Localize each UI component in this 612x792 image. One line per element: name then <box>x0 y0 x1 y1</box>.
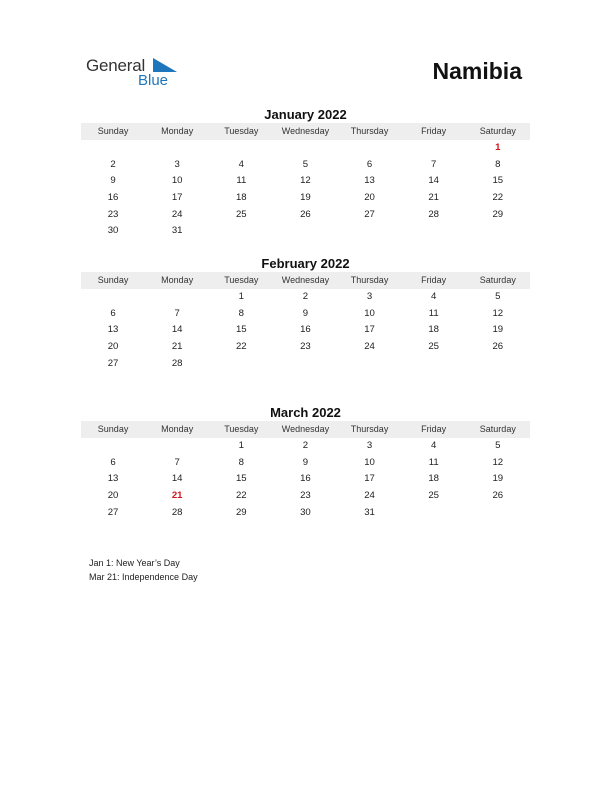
day-cell: 1 <box>238 291 244 302</box>
weekday-label: Sunday <box>97 126 129 136</box>
day-cell: 23 <box>300 341 311 353</box>
empty-day-cell <box>273 223 337 240</box>
day-cell: 29 <box>235 506 247 518</box>
empty-day-cell <box>145 438 209 455</box>
day-cell: 5 <box>495 291 501 302</box>
day-cell: 3 <box>174 158 180 170</box>
day-cell: 20 <box>107 341 119 353</box>
day-cell: 16 <box>300 473 311 485</box>
day-cell: 14 <box>171 473 183 485</box>
day-cell: 2 <box>302 291 309 302</box>
weekday-label: Wednesday <box>281 275 330 285</box>
day-cell: 27 <box>107 357 119 369</box>
day-cell: 6 <box>110 307 116 319</box>
weekday-label: Tuesday <box>224 424 259 434</box>
day-cell: 30 <box>107 225 119 237</box>
day-cell: 12 <box>300 175 311 187</box>
week-row <box>81 438 530 455</box>
month-title: February 2022 <box>261 256 350 271</box>
day-cell: 28 <box>171 506 183 518</box>
day-cell: 15 <box>492 175 504 187</box>
empty-day-cell <box>145 140 209 157</box>
weekday-label: Tuesday <box>224 126 259 136</box>
empty-day-cell <box>338 356 402 373</box>
day-cell: 28 <box>171 357 183 369</box>
weekday-label: Friday <box>421 126 447 136</box>
day-cell: 2 <box>110 158 116 170</box>
day-cell: 8 <box>238 307 244 319</box>
week-row <box>81 471 530 488</box>
day-cell: 6 <box>110 456 116 468</box>
week-row <box>81 140 530 157</box>
logo-text-blue: Blue <box>138 72 169 89</box>
week-row <box>81 488 530 505</box>
day-cell: 7 <box>174 456 180 468</box>
day-cell: 17 <box>364 324 375 336</box>
day-cell: 25 <box>428 490 440 502</box>
empty-day-cell <box>81 438 145 455</box>
day-cell: 15 <box>235 473 247 485</box>
day-cell: 25 <box>428 341 440 353</box>
day-cell: 18 <box>235 192 247 204</box>
day-cell: 26 <box>300 208 311 220</box>
holiday-day-cell: 1 <box>495 142 501 153</box>
day-cell: 23 <box>300 490 311 502</box>
day-cell: 30 <box>300 506 311 518</box>
week-row <box>81 306 530 323</box>
empty-day-cell <box>81 289 145 306</box>
day-cell: 9 <box>302 307 309 319</box>
day-cell: 31 <box>364 506 375 518</box>
day-cell: 24 <box>171 208 183 220</box>
weekday-label: Tuesday <box>224 275 259 285</box>
empty-day-cell <box>402 223 466 240</box>
weekday-label: Monday <box>161 126 194 136</box>
empty-day-cell <box>209 223 273 240</box>
day-cell: 15 <box>235 324 247 336</box>
weekday-label: Wednesday <box>281 424 330 434</box>
weekday-label: Monday <box>161 275 194 285</box>
country-title: Namibia <box>432 58 522 84</box>
day-cell: 8 <box>495 158 501 170</box>
day-cell: 7 <box>431 158 437 170</box>
day-cell: 19 <box>492 324 504 336</box>
day-cell: 10 <box>364 456 375 468</box>
day-cell: 5 <box>302 158 309 170</box>
day-cell: 18 <box>428 473 440 485</box>
day-cell: 13 <box>107 324 119 336</box>
day-cell: 21 <box>171 341 183 353</box>
month-calendar-march <box>81 404 530 521</box>
day-cell: 12 <box>492 456 504 468</box>
day-cell: 13 <box>364 175 375 187</box>
day-cell: 10 <box>364 307 375 319</box>
empty-day-cell <box>145 289 209 306</box>
empty-day-cell <box>81 140 145 157</box>
day-cell: 14 <box>428 175 440 187</box>
day-cell: 19 <box>492 473 504 485</box>
empty-day-cell <box>338 223 402 240</box>
empty-day-cell <box>402 140 466 157</box>
weekday-label: Wednesday <box>281 126 330 136</box>
day-cell: 16 <box>107 192 119 204</box>
week-row <box>81 190 530 207</box>
day-cell: 4 <box>431 291 437 302</box>
day-cell: 19 <box>300 192 311 204</box>
day-cell: 21 <box>428 192 440 204</box>
holiday-day-cell: 21 <box>171 490 183 502</box>
day-cell: 2 <box>302 440 309 451</box>
month-title: January 2022 <box>264 107 347 122</box>
weekday-header-row <box>81 272 530 289</box>
weekday-label: Saturday <box>479 424 516 434</box>
week-row <box>81 157 530 174</box>
weekday-label: Saturday <box>479 275 516 285</box>
week-row <box>81 339 530 356</box>
weekday-label: Friday <box>421 424 447 434</box>
month-calendar-january <box>81 106 530 240</box>
holiday-note: Mar 21: Independence Day <box>89 572 198 582</box>
day-cell: 4 <box>238 158 244 170</box>
day-cell: 13 <box>107 473 119 485</box>
weekday-label: Sunday <box>97 424 129 434</box>
day-cell: 18 <box>428 324 440 336</box>
day-cell: 28 <box>428 208 440 220</box>
day-cell: 4 <box>431 440 437 451</box>
week-row <box>81 207 530 224</box>
day-cell: 26 <box>492 490 504 502</box>
weekday-header-row <box>81 123 530 140</box>
day-cell: 29 <box>492 208 504 220</box>
day-cell: 11 <box>236 175 247 187</box>
weekday-header-row <box>81 421 530 438</box>
empty-day-cell <box>209 140 273 157</box>
day-cell: 27 <box>364 208 375 220</box>
day-cell: 16 <box>300 324 311 336</box>
weekday-label: Saturday <box>479 126 516 136</box>
day-cell: 25 <box>235 208 247 220</box>
week-row <box>81 173 530 190</box>
month-calendar-february <box>81 255 530 372</box>
empty-day-cell <box>273 356 337 373</box>
day-cell: 17 <box>171 192 183 204</box>
week-row <box>81 223 530 240</box>
day-cell: 27 <box>107 506 119 518</box>
empty-day-cell <box>466 223 530 240</box>
day-cell: 3 <box>366 291 373 302</box>
weekday-label: Thursday <box>350 275 389 285</box>
day-cell: 9 <box>110 175 116 187</box>
month-title: March 2022 <box>270 405 341 420</box>
day-cell: 20 <box>107 490 119 502</box>
day-cell: 5 <box>495 440 501 451</box>
day-cell: 12 <box>492 307 504 319</box>
holiday-note: Jan 1: New Year’s Day <box>89 558 180 568</box>
day-cell: 9 <box>302 456 309 468</box>
weekday-label: Thursday <box>350 126 389 136</box>
day-cell: 10 <box>171 175 183 187</box>
day-cell: 1 <box>238 440 244 451</box>
day-cell: 24 <box>364 341 375 353</box>
holiday-notes <box>89 556 198 584</box>
week-row <box>81 289 530 306</box>
empty-day-cell <box>402 505 466 522</box>
day-cell: 31 <box>171 225 183 237</box>
empty-day-cell <box>466 505 530 522</box>
day-cell: 26 <box>492 341 504 353</box>
week-row <box>81 322 530 339</box>
day-cell: 23 <box>107 208 119 220</box>
weekday-label: Thursday <box>350 424 389 434</box>
brand-logo <box>86 56 186 92</box>
empty-day-cell <box>338 140 402 157</box>
day-cell: 6 <box>366 158 373 170</box>
day-cell: 8 <box>238 456 244 468</box>
empty-day-cell <box>209 356 273 373</box>
week-row <box>81 455 530 472</box>
weekday-label: Friday <box>421 275 447 285</box>
weekday-label: Monday <box>161 424 194 434</box>
empty-day-cell <box>273 140 337 157</box>
day-cell: 22 <box>492 192 504 204</box>
day-cell: 22 <box>235 490 247 502</box>
day-cell: 22 <box>235 341 247 353</box>
day-cell: 17 <box>364 473 375 485</box>
logo-triangle-icon <box>141 58 177 73</box>
day-cell: 14 <box>171 324 183 336</box>
empty-day-cell <box>466 356 530 373</box>
day-cell: 3 <box>366 440 373 451</box>
day-cell: 11 <box>428 307 439 319</box>
week-row <box>81 505 530 522</box>
empty-day-cell <box>402 356 466 373</box>
week-row <box>81 356 530 373</box>
day-cell: 7 <box>174 307 180 319</box>
weekday-label: Sunday <box>97 275 129 285</box>
day-cell: 20 <box>364 192 375 204</box>
day-cell: 11 <box>428 456 439 468</box>
logo-text-general: General <box>86 56 146 75</box>
day-cell: 24 <box>364 490 375 502</box>
